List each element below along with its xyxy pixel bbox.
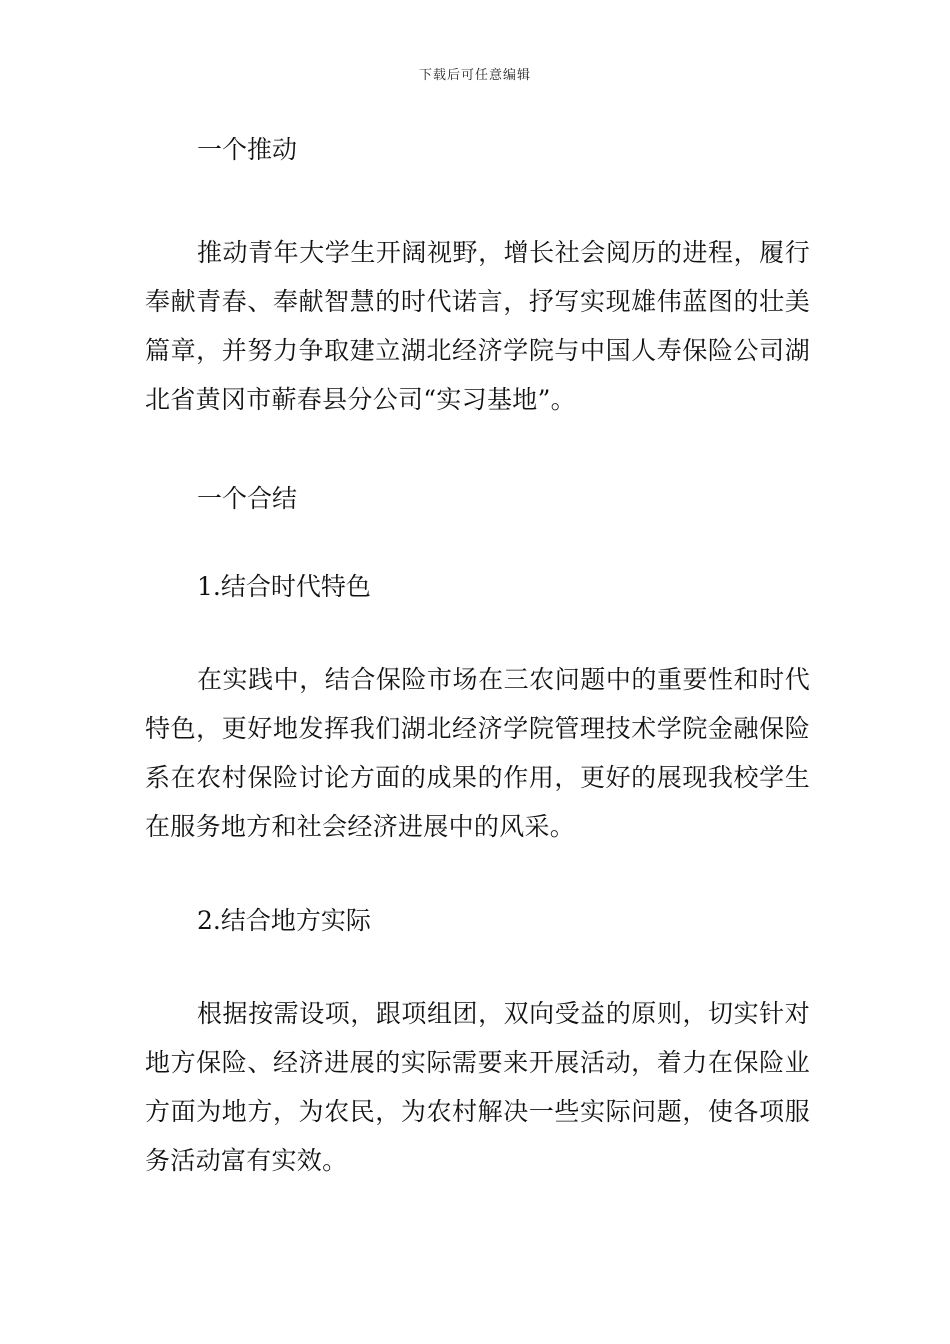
paragraph-era-features: 在实践中，结合保险市场在三农问题中的重要性和时代特色，更好地发挥我们湖北经济学院管理技术学院金融保险系在农村保险讨论方面的成果的作用，更好的展现我校学生在服务地方和社会经济进展中的风采。 — [145, 665, 810, 841]
page-header-note: 下载后可任意编辑 — [418, 68, 531, 83]
section-heading-combine: 一个合结 — [197, 484, 298, 513]
section-heading-push: 一个推动 — [197, 135, 298, 164]
subheading-local-reality: 2.结合地方实际 — [197, 906, 371, 935]
paragraph-local-reality: 根据按需设项，跟项组团，双向受益的原则，切实针对地方保险、经济进展的实际需要来开展活动，着力在保险业方面为地方，为农民，为农村解决一些实际问题，使各项服务活动富有实效。 — [145, 999, 810, 1175]
document-body — [145, 130, 810, 1185]
paragraph-push: 推动青年大学生开阔视野，增长社会阅历的进程，履行奉献青春、奉献智慧的时代诺言，抒写实现雄伟蓝图的壮美篇章，并努力争取建立湖北经济学院与中国人寿保险公司湖北省黄冈市蕲春县分公司“实习基地”。 — [145, 238, 810, 414]
subheading-era-features: 1.结合时代特色 — [197, 572, 371, 601]
